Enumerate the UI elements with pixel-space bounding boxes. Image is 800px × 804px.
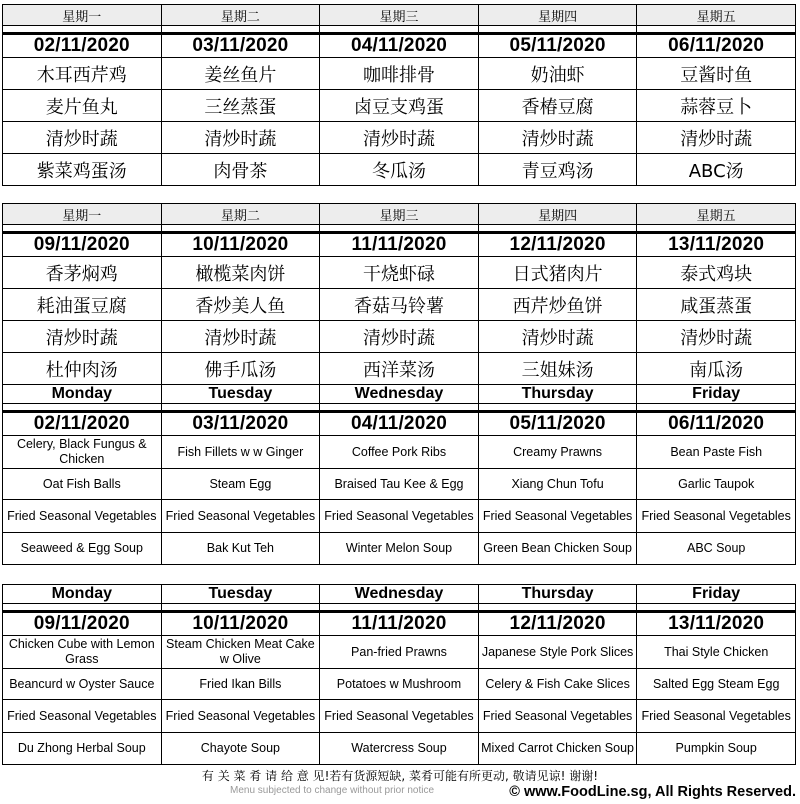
day-header: Friday — [637, 585, 796, 604]
copyright-text: © www.FoodLine.sg, All Rights Reserved. — [509, 784, 796, 800]
dish-cell: 清炒时蔬 — [637, 122, 796, 154]
dish-cell: 咸蛋蒸蛋 — [637, 289, 796, 321]
dish-cell: 西芹炒鱼饼 — [478, 289, 637, 321]
dish-row — [3, 321, 796, 353]
date-cell: 12/11/2020 — [478, 233, 637, 257]
dish-cell: 杜仲肉汤 — [3, 353, 162, 385]
date-cell: 04/11/2020 — [320, 412, 479, 436]
dish-cell: Chicken Cube with Lemon Grass — [3, 636, 162, 669]
dish-cell: Salted Egg Steam Egg — [637, 669, 796, 700]
dish-cell: Potatoes w Mushroom — [320, 669, 479, 700]
dish-cell: 木耳西芹鸡 — [3, 58, 162, 90]
dish-cell: Fried Seasonal Vegetables — [3, 500, 162, 533]
dish-cell: 南瓜汤 — [637, 353, 796, 385]
dish-row — [3, 636, 796, 669]
day-header-row — [3, 204, 796, 225]
day-header: Tuesday — [161, 385, 320, 404]
date-cell: 06/11/2020 — [637, 34, 796, 58]
dish-row — [3, 154, 796, 186]
day-header: 星期三 — [320, 204, 479, 225]
dish-cell: 清炒时蔬 — [320, 122, 479, 154]
dish-cell: Green Bean Chicken Soup — [478, 533, 637, 565]
date-cell: 04/11/2020 — [320, 34, 479, 58]
dish-row — [3, 733, 796, 765]
dish-cell: Pumpkin Soup — [637, 733, 796, 765]
day-header: Thursday — [478, 385, 637, 404]
day-header-row — [3, 5, 796, 26]
dish-cell: Bak Kut Teh — [161, 533, 320, 565]
date-cell: 11/11/2020 — [320, 612, 479, 636]
dish-cell: ABC汤 — [637, 154, 796, 186]
dish-cell: Chayote Soup — [161, 733, 320, 765]
dish-row — [3, 469, 796, 500]
date-cell: 03/11/2020 — [161, 412, 320, 436]
dish-cell: 三姐妹汤 — [478, 353, 637, 385]
notice-cn: 有 关 菜 肴 请 给 意 见!若有货源短缺, 菜肴可能有所更动, 敬请见谅! 谢谢! — [201, 769, 599, 783]
dish-cell: Thai Style Chicken — [637, 636, 796, 669]
dish-cell: Fried Seasonal Vegetables — [637, 700, 796, 733]
date-cell: 02/11/2020 — [3, 34, 162, 58]
dish-cell: 清炒时蔬 — [161, 321, 320, 353]
dish-cell: 香椿豆腐 — [478, 90, 637, 122]
day-header: 星期五 — [637, 204, 796, 225]
dish-cell: Watercress Soup — [320, 733, 479, 765]
dish-cell: 香茅焖鸡 — [3, 257, 162, 289]
dish-cell: 青豆鸡汤 — [478, 154, 637, 186]
dish-cell: 清炒时蔬 — [161, 122, 320, 154]
dish-cell: 清炒时蔬 — [637, 321, 796, 353]
dish-cell: Seaweed & Egg Soup — [3, 533, 162, 565]
dish-cell: Celery & Fish Cake Slices — [478, 669, 637, 700]
day-header-row — [3, 385, 796, 404]
dish-cell: Xiang Chun Tofu — [478, 469, 637, 500]
dish-cell: Steam Egg — [161, 469, 320, 500]
dish-cell: ABC Soup — [637, 533, 796, 565]
dish-row — [3, 500, 796, 533]
date-cell: 09/11/2020 — [3, 612, 162, 636]
date-cell: 10/11/2020 — [161, 233, 320, 257]
dish-cell: Fried Seasonal Vegetables — [478, 500, 637, 533]
day-header: 星期三 — [320, 5, 479, 26]
date-row — [3, 412, 796, 436]
day-header: Wednesday — [320, 385, 479, 404]
dish-cell: 香炒美人鱼 — [161, 289, 320, 321]
dish-row — [3, 700, 796, 733]
dish-cell: Bean Paste Fish — [637, 436, 796, 469]
day-header: Friday — [637, 385, 796, 404]
dish-cell: 三丝蒸蛋 — [161, 90, 320, 122]
dish-cell: 泰式鸡块 — [637, 257, 796, 289]
dish-row — [3, 533, 796, 565]
day-header: 星期二 — [161, 5, 320, 26]
dish-cell: Fried Seasonal Vegetables — [161, 500, 320, 533]
dish-cell: Beancurd w Oyster Sauce — [3, 669, 162, 700]
dish-cell: 奶油虾 — [478, 58, 637, 90]
day-header: Tuesday — [161, 585, 320, 604]
dish-cell: 橄榄菜肉饼 — [161, 257, 320, 289]
date-row — [3, 34, 796, 58]
en-week2-table — [2, 584, 796, 765]
cn-week1-table — [2, 4, 796, 186]
dish-cell: Coffee Pork Ribs — [320, 436, 479, 469]
dish-cell: Pan-fried Prawns — [320, 636, 479, 669]
dish-cell: 肉骨茶 — [161, 154, 320, 186]
dish-cell: 耗油蛋豆腐 — [3, 289, 162, 321]
dish-cell: Garlic Taupok — [637, 469, 796, 500]
dish-cell: Winter Melon Soup — [320, 533, 479, 565]
day-header-row — [3, 585, 796, 604]
dish-cell: Braised Tau Kee & Egg — [320, 469, 479, 500]
dish-cell: 干烧虾碌 — [320, 257, 479, 289]
date-cell: 05/11/2020 — [478, 412, 637, 436]
dish-cell: Fried Seasonal Vegetables — [637, 500, 796, 533]
date-cell: 03/11/2020 — [161, 34, 320, 58]
dish-cell: 豆酱时鱼 — [637, 58, 796, 90]
day-header: Monday — [3, 385, 162, 404]
date-row — [3, 233, 796, 257]
dish-cell: Celery, Black Fungus & Chicken — [3, 436, 162, 469]
date-cell: 10/11/2020 — [161, 612, 320, 636]
dish-cell: Fried Seasonal Vegetables — [3, 700, 162, 733]
dish-cell: Japanese Style Pork Slices — [478, 636, 637, 669]
dish-row — [3, 436, 796, 469]
dish-cell: 姜丝鱼片 — [161, 58, 320, 90]
day-header: 星期四 — [478, 5, 637, 26]
date-cell: 02/11/2020 — [3, 412, 162, 436]
dish-cell: 香菇马铃薯 — [320, 289, 479, 321]
dish-row — [3, 353, 796, 385]
dish-cell: Creamy Prawns — [478, 436, 637, 469]
dish-cell: 紫菜鸡蛋汤 — [3, 154, 162, 186]
dish-cell: 冬瓜汤 — [320, 154, 479, 186]
date-cell: 13/11/2020 — [637, 612, 796, 636]
dish-row — [3, 669, 796, 700]
dish-row — [3, 122, 796, 154]
dish-cell: 咖啡排骨 — [320, 58, 479, 90]
dish-cell: Fried Seasonal Vegetables — [320, 500, 479, 533]
day-header: 星期二 — [161, 204, 320, 225]
day-header: Wednesday — [320, 585, 479, 604]
day-header: 星期一 — [3, 5, 162, 26]
dish-cell: Fried Seasonal Vegetables — [320, 700, 479, 733]
dish-cell: 佛手瓜汤 — [161, 353, 320, 385]
dish-cell: Du Zhong Herbal Soup — [3, 733, 162, 765]
dish-cell: Mixed Carrot Chicken Soup — [478, 733, 637, 765]
dish-cell: Fish Fillets w w Ginger — [161, 436, 320, 469]
date-cell: 05/11/2020 — [478, 34, 637, 58]
dish-row — [3, 90, 796, 122]
date-cell: 13/11/2020 — [637, 233, 796, 257]
day-header: 星期五 — [637, 5, 796, 26]
dish-cell: 麦片鱼丸 — [3, 90, 162, 122]
notice-en: Menu subjected to change without prior notice — [230, 785, 435, 796]
dish-cell: Oat Fish Balls — [3, 469, 162, 500]
dish-cell: 清炒时蔬 — [320, 321, 479, 353]
dish-cell: 清炒时蔬 — [3, 122, 162, 154]
date-cell: 06/11/2020 — [637, 412, 796, 436]
dish-cell: Steam Chicken Meat Cake w Olive — [161, 636, 320, 669]
dish-cell: 清炒时蔬 — [478, 122, 637, 154]
date-cell: 12/11/2020 — [478, 612, 637, 636]
en-week1-table — [2, 384, 796, 565]
dish-cell: Fried Seasonal Vegetables — [478, 700, 637, 733]
dish-row — [3, 257, 796, 289]
dish-row — [3, 289, 796, 321]
date-cell: 11/11/2020 — [320, 233, 479, 257]
dish-row — [3, 58, 796, 90]
date-cell: 09/11/2020 — [3, 233, 162, 257]
dish-cell: 清炒时蔬 — [478, 321, 637, 353]
dish-cell: 卤豆支鸡蛋 — [320, 90, 479, 122]
dish-cell: Fried Seasonal Vegetables — [161, 700, 320, 733]
day-header: Thursday — [478, 585, 637, 604]
cn-week2-table — [2, 203, 796, 385]
dish-cell: 清炒时蔬 — [3, 321, 162, 353]
date-row — [3, 612, 796, 636]
day-header: Monday — [3, 585, 162, 604]
dish-cell: 日式猪肉片 — [478, 257, 637, 289]
dish-cell: 西洋菜汤 — [320, 353, 479, 385]
day-header: 星期四 — [478, 204, 637, 225]
day-header: 星期一 — [3, 204, 162, 225]
dish-cell: 蒜蓉豆卜 — [637, 90, 796, 122]
dish-cell: Fried Ikan Bills — [161, 669, 320, 700]
